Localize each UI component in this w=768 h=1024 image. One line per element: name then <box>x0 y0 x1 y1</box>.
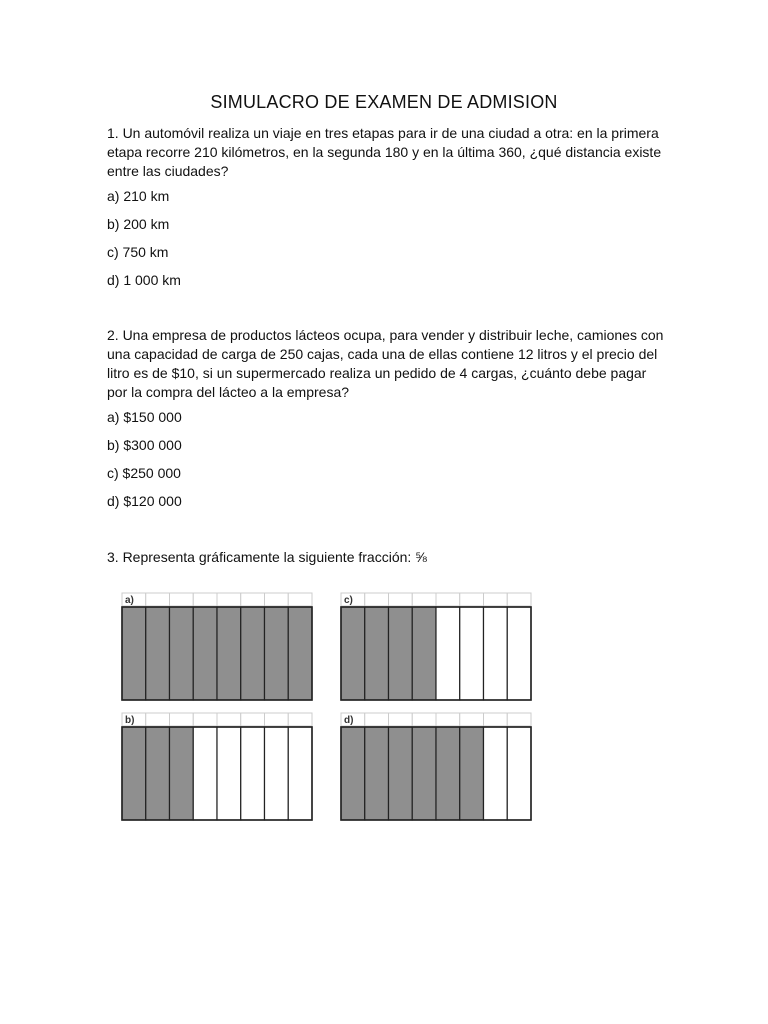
header-cell <box>412 713 436 726</box>
q2-option-b: b) $300 000 <box>107 437 182 453</box>
unshaded-part <box>460 607 484 700</box>
header-cell <box>507 713 531 726</box>
header-cell <box>288 713 312 726</box>
header-cell <box>436 593 460 606</box>
header-cell <box>460 593 484 606</box>
page-title: SIMULACRO DE EXAMEN DE ADMISION <box>210 92 558 112</box>
q2-option-c: c) $250 000 <box>107 465 181 481</box>
header-cell <box>412 593 436 606</box>
fraction-figure-a <box>120 592 315 702</box>
unshaded-part <box>193 727 217 820</box>
shaded-part <box>341 607 365 700</box>
shaded-part <box>146 727 170 820</box>
q2-option-a: a) $150 000 <box>107 409 182 425</box>
question-1-text: 1. Un automóvil realiza un viaje en tres etapas para ir de una ciudad a otra: en la primera etapa recorre 210 kilómetros, en la segunda 180 y en la última 360, ¿qué distancia existe entre las ciudades? <box>107 125 662 179</box>
shaded-part <box>122 727 146 820</box>
unshaded-part <box>436 607 460 700</box>
fraction-figure-b <box>120 712 315 822</box>
q1-option-a: a) 210 km <box>107 188 170 204</box>
unshaded-part <box>484 727 508 820</box>
shaded-part <box>341 727 365 820</box>
q1-option-d: d) 1 000 km <box>107 272 181 288</box>
header-cell <box>389 713 413 726</box>
shaded-part <box>412 607 436 700</box>
shaded-part <box>193 607 217 700</box>
header-cell <box>288 593 312 606</box>
shaded-part <box>365 607 389 700</box>
unshaded-part <box>265 727 289 820</box>
fraction-svg-b <box>120 712 315 822</box>
header-cell <box>193 713 217 726</box>
header-cell <box>507 593 531 606</box>
header-cell <box>241 593 265 606</box>
shaded-part <box>436 727 460 820</box>
shaded-part <box>122 607 146 700</box>
q1-option-b: b) 200 km <box>107 216 170 232</box>
shaded-part <box>170 607 194 700</box>
shaded-part <box>146 607 170 700</box>
shaded-part <box>288 607 312 700</box>
fraction-svg-a <box>120 592 315 702</box>
header-cell <box>365 593 389 606</box>
shaded-part <box>389 727 413 820</box>
header-cell <box>265 713 289 726</box>
header-cell <box>217 593 241 606</box>
figure-label-b: b) <box>125 715 135 726</box>
shaded-part <box>241 607 265 700</box>
shaded-part <box>170 727 194 820</box>
figure-label-d: d) <box>344 715 354 726</box>
shaded-part <box>412 727 436 820</box>
fraction-figure-c <box>339 592 534 702</box>
header-cell <box>365 713 389 726</box>
unshaded-part <box>507 727 531 820</box>
q2-option-d: d) $120 000 <box>107 493 182 509</box>
header-cell <box>436 713 460 726</box>
unshaded-part <box>241 727 265 820</box>
fraction-figure-d <box>339 712 534 822</box>
header-cell <box>241 713 265 726</box>
header-cell <box>389 593 413 606</box>
unshaded-part <box>217 727 241 820</box>
figure-label-a: a) <box>125 595 134 606</box>
header-cell <box>460 713 484 726</box>
unshaded-part <box>484 607 508 700</box>
fraction-svg-d <box>339 712 534 822</box>
header-cell <box>146 593 170 606</box>
header-cell <box>484 593 508 606</box>
header-cell <box>217 713 241 726</box>
unshaded-part <box>507 607 531 700</box>
shaded-part <box>460 727 484 820</box>
unshaded-part <box>288 727 312 820</box>
header-cell <box>193 593 217 606</box>
question-3-text: 3. Representa gráficamente la siguiente fracción: ⅝ <box>107 549 427 565</box>
question-2-text: 2. Una empresa de productos lácteos ocupa, para vender y distribuir leche, camiones con una capacidad de carga de 250 cajas, cada una de ellas contiene 12 litros y el precio del litro es de $10, si un supermercado realiza un pedido de 4 cargas, ¿cuánto debe pagar por la compra del lácteo a la empresa? <box>107 327 664 400</box>
shaded-part <box>389 607 413 700</box>
shaded-part <box>217 607 241 700</box>
figure-label-c: c) <box>344 595 353 606</box>
header-cell <box>146 713 170 726</box>
header-cell <box>484 713 508 726</box>
header-cell <box>170 593 194 606</box>
q1-option-c: c) 750 km <box>107 244 169 260</box>
header-cell <box>170 713 194 726</box>
header-cell <box>265 593 289 606</box>
shaded-part <box>365 727 389 820</box>
shaded-part <box>265 607 289 700</box>
fraction-svg-c <box>339 592 534 702</box>
